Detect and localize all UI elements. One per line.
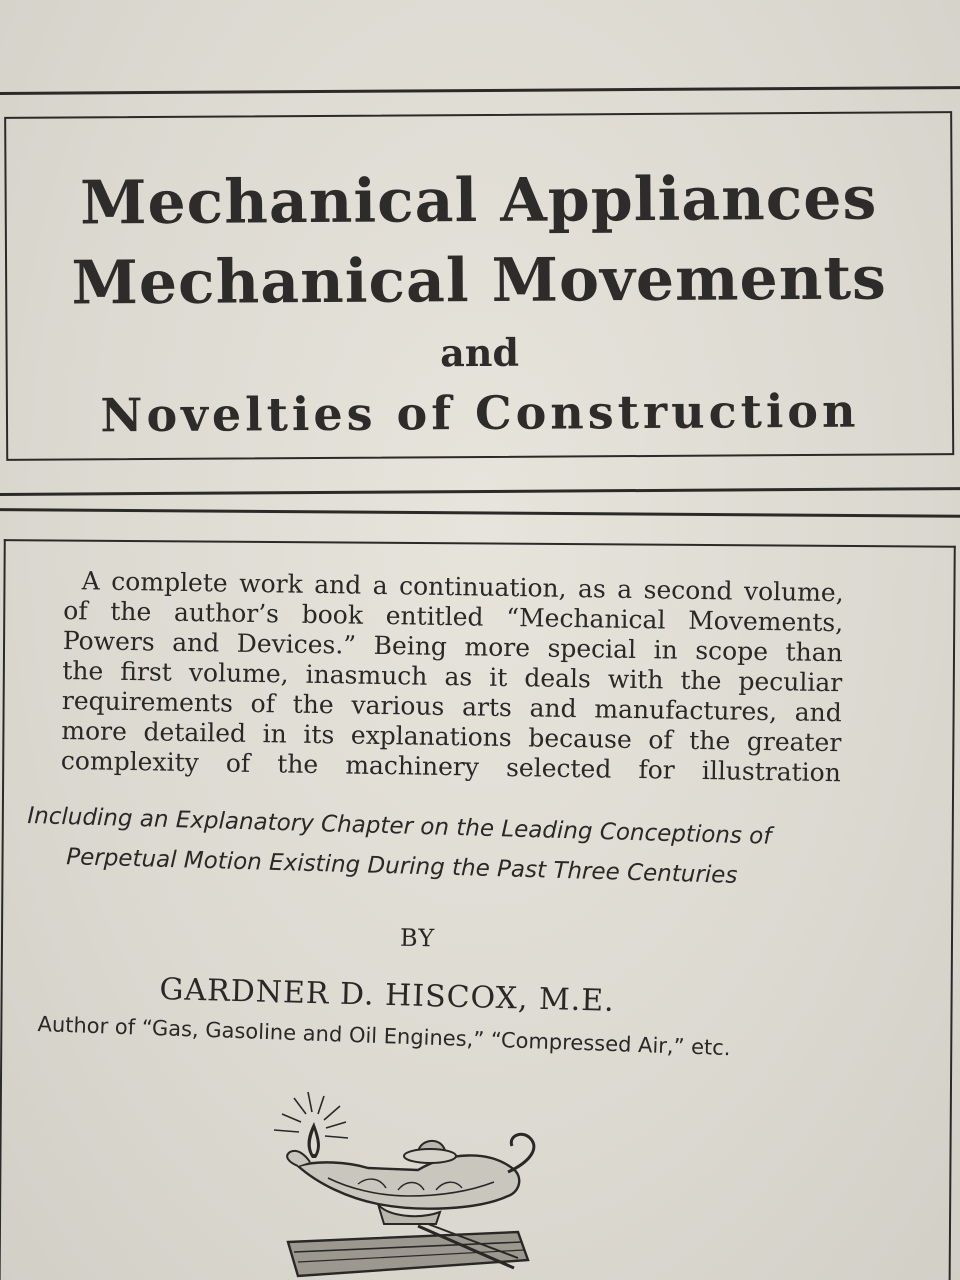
description-line: complexity of the machinery selected for illustration [60, 745, 842, 788]
description-line: more detailed in its explanations because of the greater [61, 715, 842, 758]
author-credits: Author of “Gas, Gasoline and Oil Engines,” “Compressed Air,” etc. [37, 1012, 731, 1061]
oil-lamp-icon [268, 1092, 548, 1280]
title-line-4: Novelties of Construction [100, 383, 860, 443]
title-frame-outer [0, 86, 960, 496]
description-line: A complete work and a continuation, as a second volume, [81, 566, 844, 608]
description-line: Powers and Devices.” Being more special in scope than [62, 625, 843, 668]
description-line: requirements of the various arts and manufactures, and [61, 685, 843, 728]
title-line-1: Mechanical Appliances [79, 163, 878, 239]
title-line-2: Mechanical Movements [71, 243, 888, 319]
author-name: GARDNER D. HISCOX, M.E. [159, 972, 616, 1019]
by-label: BY [399, 923, 436, 953]
including-line-1: Including an Explanatory Chapter on the Leading Conceptions of [27, 802, 772, 850]
description-line: the first volume, inasmuch as it deals with the peculiar [62, 655, 843, 698]
title-line-3: and [440, 329, 520, 376]
description-paragraph [61, 566, 844, 788]
title-frame-inner [4, 111, 954, 461]
description-line: of the author’s book entitled “Mechanical Movements, [63, 595, 844, 638]
including-line-2: Perpetual Motion Existing During the Past Three Centuries [65, 844, 738, 889]
